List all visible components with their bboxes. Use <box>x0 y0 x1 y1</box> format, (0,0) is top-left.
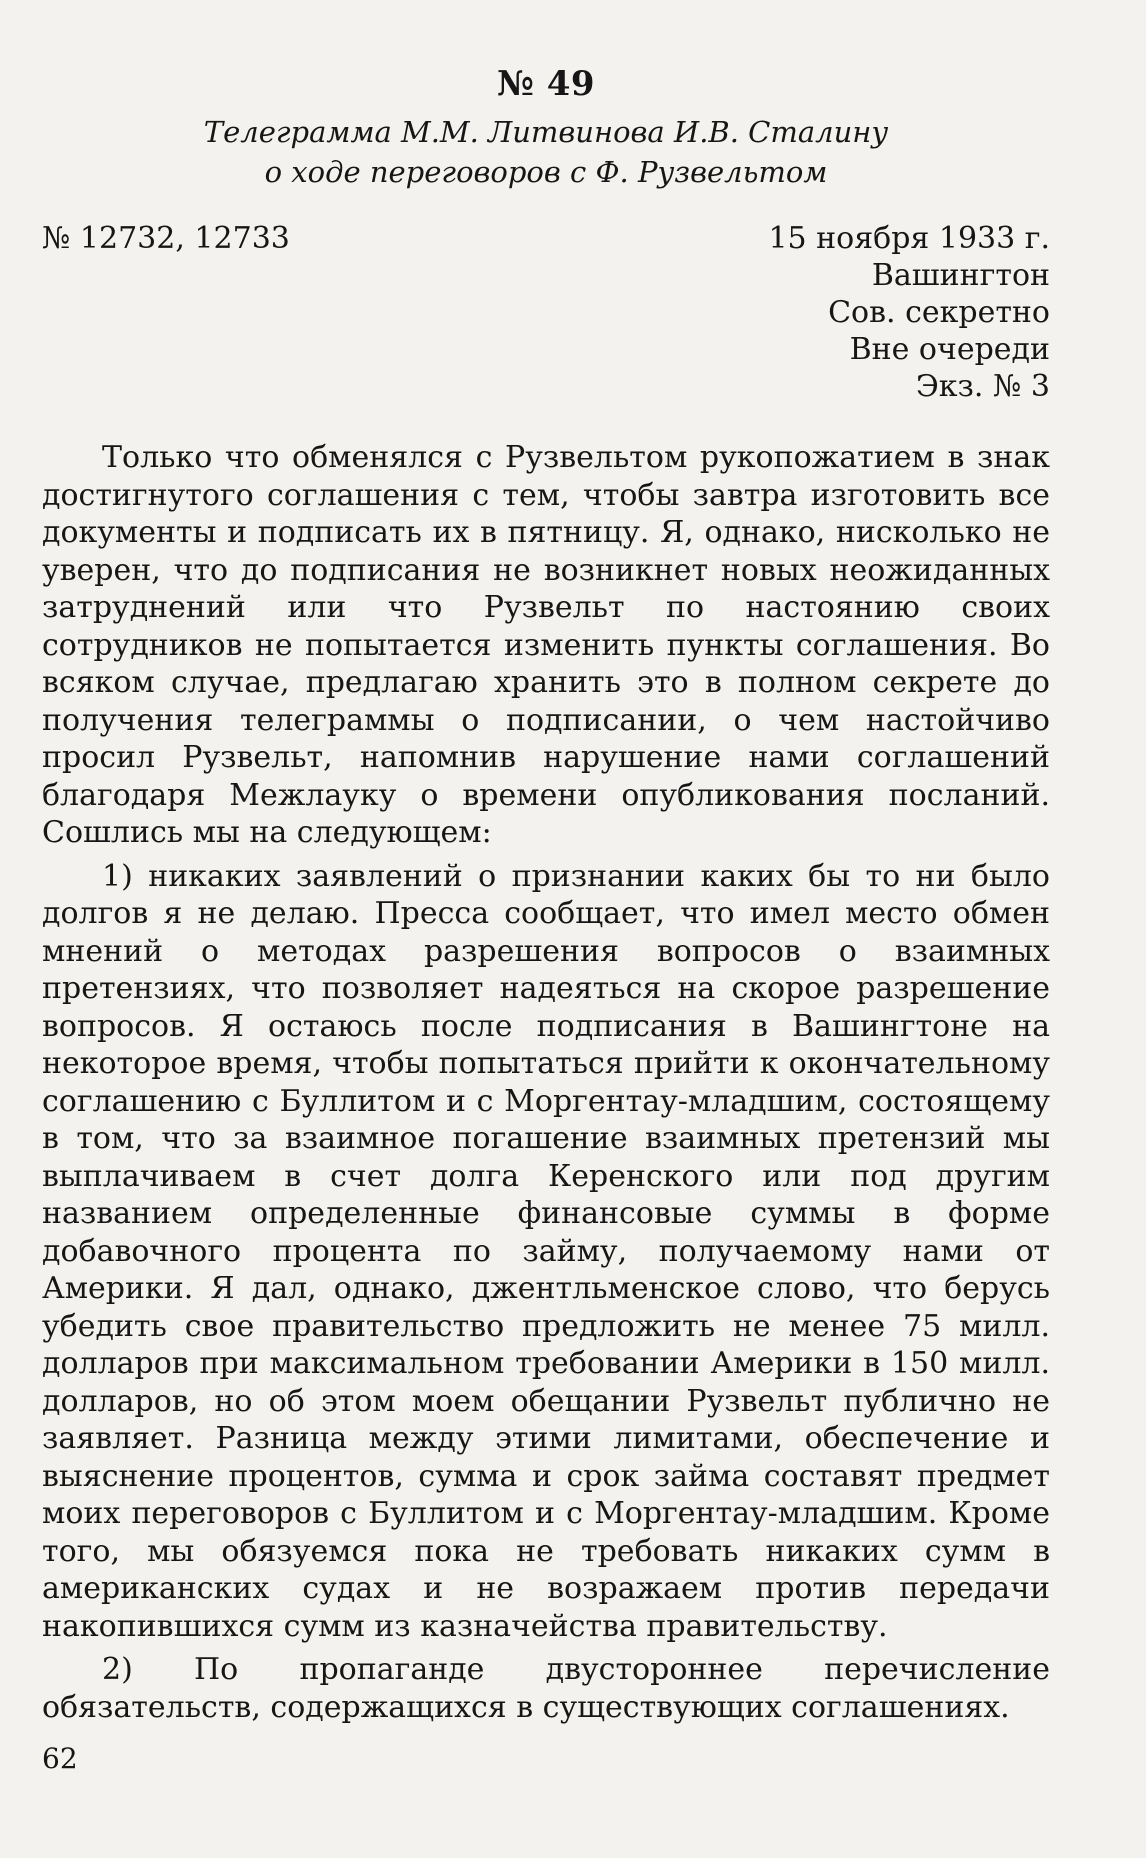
paragraph: Только что обменялся с Рузвельтом рукопожатием в знак достигнутого соглашения с тем, чтобы завтра изготовить все документы и подписать их в пятницу. Я, однако, нисколько не уверен, что до подписания не возникнет новых неожиданных затруднений или что Рузвельт по настоянию своих сотрудников не попытается изменить пункты соглашения. Во всяком случае, предлагаю хранить это в полном секрете до получения телеграммы о подписании, о чем настойчиво просил Рузвельт, напомнив нарушение нами соглашений благодаря Межлауку о времени опубликования посланий. Сошлись мы на следующем: <box>42 440 1050 850</box>
copy-number: Экз. № 3 <box>915 369 1050 404</box>
priority-stamp: Вне очереди <box>849 332 1050 367</box>
paragraph: 2) По пропаганде двустороннее перечисление обязательств, содержащихся в существующих соглашениях. <box>42 1652 1050 1725</box>
title-line-1: Телеграмма М.М. Литвинова И.В. Сталину <box>203 115 889 149</box>
document-place: Вашингтон <box>871 258 1050 293</box>
paragraph: 1) никаких заявлений о признании каких бы то ни было долгов я не делаю. Пресса сообщает, что имел место обмен мнений о методах разрешения вопросов о взаимных претензиях, что позволяет надеяться на скорое разрешение вопросов. Я остаюсь после подписания в Вашингтоне на некоторое время, чтобы попытаться прийти к окончательному соглашению с Буллитом и с Моргентау-младшим, состоящему в том, что за взаимное погашение взаимных претензий мы выплачиваем в счет долга Керенского или под другим названием определенные финансовые суммы в форме добавочного процента по займу, получаемому нами от Америки. Я дал, однако, джентльменское слово, что берусь убедить свое правительство предложить не менее 75 милл. долларов при максимальном требовании Америки в 150 милл. долларов, но об этом моем обещании Рузвельт публично не заявляет. Разница между этими лимитами, обеспечение и выяснение процентов, сумма и срок займа составят предмет моих переговоров с Буллитом и с Моргентау-младшим. Кроме того, мы обязуемся пока не требовать никаких сумм в американских судах и не возражаем против передачи накопившихся сумм из казначейства правительству. <box>42 858 1050 1644</box>
secrecy-stamp: Сов. секретно <box>828 295 1050 330</box>
meta-block <box>42 257 1050 405</box>
registration-number: № 12732, 12733 <box>42 221 290 256</box>
page-number: 62 <box>42 1742 78 1775</box>
meta-row <box>42 220 1050 257</box>
document-number: № 49 <box>496 64 596 104</box>
telegram-body <box>42 439 1050 1726</box>
document-date: 15 ноября 1933 г. <box>768 221 1050 256</box>
document-title <box>42 112 1050 192</box>
title-line-2: о ходе переговоров с Ф. Рузвельтом <box>264 155 828 189</box>
